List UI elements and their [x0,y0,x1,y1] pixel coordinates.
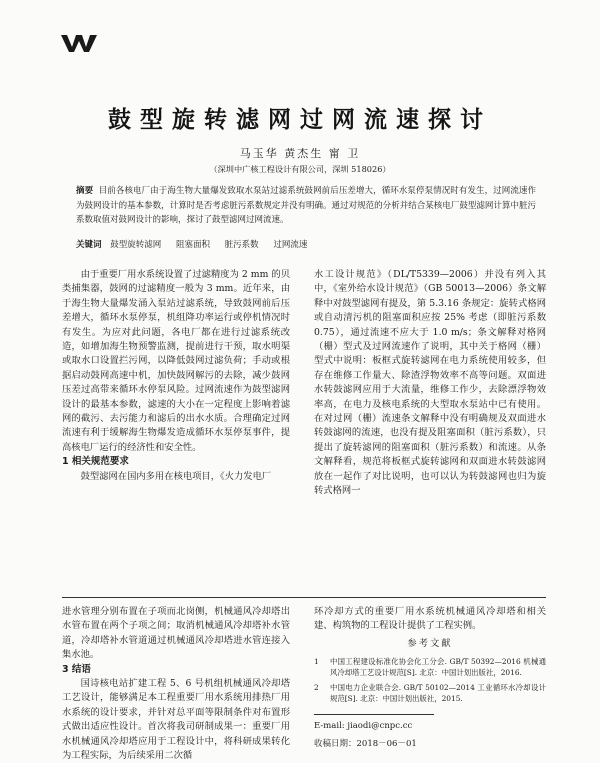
body-paragraph: 鼓型滤网在国内多用在核电项目，《火力发电厂 [80,470,272,482]
column-divider-rule [62,597,546,598]
publisher-logo-icon [60,32,98,54]
abstract [76,184,536,228]
abstract-label: 摘要 [76,186,94,196]
reference-number: 2 [314,683,319,693]
reference-text: 中国电力企业联合会. GB/T 50102—2014 工业循环水冷却设计规范[S]. 北京：中国计划出版社，2015. [330,683,546,704]
keyword: 鼓型旋转滤网 [110,240,162,250]
article-title: 鼓型旋转滤网过网流速探讨 [108,107,492,133]
body-paragraph: 水工设计规范》（DL/T5339—2006）并没有列入其中，《室外给水设计规范》（GB 50013—2006）条文解释中对鼓型滤网有提及，第 5.3.16 条规定：旋转式格网或自动清污机的阻塞面积应按 25% 考虑（即脏污系数 0.75），通过流速不应大于 1.0 m/s；条文解释对格网（栅）型式及过网流速作了说明，其中关于格网（栅）型式中说明：板框式旋转滤网在电力系统使用较多，但存在维修工作量大、除渣浮物效率不高等问题。双面进水转鼓滤网应用于大流量，维修工作少，去除漂浮物效率高，在电力及核电系统的大型取水泵站中已有使用。在对过网（栅）流速条文解释中没有明确规及双面进水转鼓滤网的流速，也没有提及阻塞面积（脏污系数），只提出了旋转滤网的阻塞面积（脏污系数）和流速。从条文解释看，规范将板框式旋转滤网和双面进水转鼓滤网放在一起作了对比说明，也可以认为转鼓滤网也归为旋转式格网一 [314,269,546,497]
email: E-mail: jiaodi@cnpc.cc [314,721,413,732]
reference-number: 1 [314,657,319,667]
article-affiliation: （深圳中广核工程设计有限公司，深圳 518026） [209,164,391,174]
received-date: 收稿日期：2018－06－01 [314,739,417,750]
section-heading: 1 相关规范要求 [62,456,129,468]
body-column-left-bottom [62,605,290,763]
body-paragraph: 国诗核电站扩建工程 5、6 号机组机械通风冷却塔工艺设计，能够满足本工程重要厂用水系统用排热厂用水系统的设计要求，并针对总平面等限制条件对布置形式做出适应性设计。首次将我司研制成果一：重要厂用水机械通风冷却塔应用于工程设计中，将科研成果转化为工程实际，为后续采用二次循 [62,678,290,762]
body-column-right-bottom [314,605,546,751]
footnote-rule [314,714,434,715]
abstract-text: 目前各核电厂由于海生物大量爆发致取水泵站过滤系统鼓网前后压差增大，循环水泵停泵情况时有发生，过网流速作为鼓网设计的基本参数，计算时是否考虑脏污系数规定并没有明确。通过对规范的分析并结合某核电厂鼓型滤网计算中脏污系数取值对鼓网设计的影响，探讨了鼓型滤网过网流速。 [76,186,536,225]
reference-text: 中国工程建设标准化协会化工分会. GB/T 50392—2016 机械通风冷却塔工艺设计规范[S]. 北京：中国计划出版社，2016. [330,657,546,678]
section-heading: 3 结语 [62,663,91,675]
body-column-right-top [314,268,546,499]
article-authors: 马玉华 黄杰生 甯 卫 [239,147,361,160]
keyword: 阻塞面积 [175,240,210,250]
reference-item [314,656,546,678]
keyword: 过网流速 [273,240,308,250]
body-column-left-top [62,268,290,484]
keywords-label: 关键词 [76,240,102,250]
body-paragraph: 由于重要厂用水系统设置了过滤精度为 2 mm 的贝类捕集器，鼓网的过滤精度一般为 3 mm。近年来，由于海生物大量爆发涌入泵站过滤系统，导致鼓网前后压差增大，循环水泵停泵，机组降功率运行或停机情况时有发生。为应对此问题，各电厂都在进行过滤系统改造，如增加海生物预警监测，提前进行干预，取水明渠或取水口设置拦污网，以降低鼓网过滤负荷；手动或根据启动鼓网高速中机，加快鼓网解污的去除，减少鼓网压差过高带来循环水停泵风险。过网流速作为鼓型滤网设计的最基本参数，滤速的大小在一定程度上影响着滤网的截污、去污能力和滤后的出水水质。合理确定过网流速有利于缓解海生物爆发造成循环水泵停泵事件，提高核电厂运行的经济性和安全性。 [62,269,290,453]
body-paragraph: 进水管理分别布置在子项而北岗侧，机械通风冷却塔出水管布置在两个子项之间；取消机械通风冷却塔补水管道，冷却塔补水管道通过机械通风冷却塔进水管连接入集水池。 [62,606,290,661]
keywords [76,238,536,252]
references-heading: 参考文献 [407,637,453,649]
body-paragraph: 环冷却方式的重要厂用水系统机械通风冷却塔和相关建、构筑物的工程设计提供了工程实例。 [314,606,546,632]
keyword: 脏污系数 [224,240,259,250]
reference-item [314,682,546,704]
